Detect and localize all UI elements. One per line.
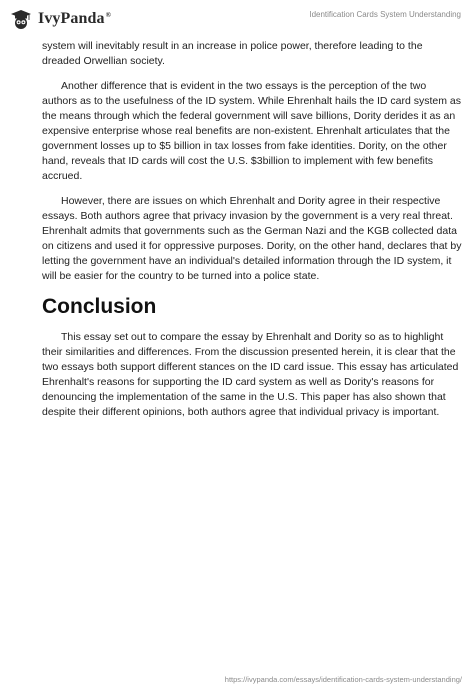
graduation-cap-owl-icon <box>10 8 32 30</box>
section-heading-conclusion: Conclusion <box>42 295 157 318</box>
source-url-link[interactable]: https://ivypanda.com/essays/identification-cards-system-understanding/ <box>224 675 462 684</box>
ivypanda-logo[interactable] <box>10 8 111 30</box>
paragraph-conclusion: This essay set out to compare the essay by Ehrenhalt and Dority so as to highlight their similarities and differences. From the discussion presented herein, it is clear that the two essays both support different stances on the ID card issue. This essay has articulated Ehrenhalt's reasons for supporting the ID card system as well as Dority's reasons for denouncing the implementation of the same in the U.S. This paper has also shown that despite their different opinions, both authors agree that individual privacy is important. <box>42 331 459 418</box>
document-title: Identification Cards System Understanding <box>309 10 461 19</box>
paragraph-agreement: However, there are issues on which Ehrenhalt and Dority agree in their respective essays. Both authors agree that privacy invasion by the government is a very real threat. Ehrenhalt admits that governments such as the German Nazi and the KGB collected data on citizens and used it for oppressive purposes. Dority, on the other hand, declares that by letting the government have an individual's detailed information through the ID system, it will be easier for the country to be turned into a police state. <box>42 195 462 282</box>
brand-name: IvyPanda® <box>38 10 111 27</box>
paragraph-usefulness: Another difference that is evident in the two essays is the perception of the two authors as to the usefulness of the ID system. While Ehrenhalt hails the ID card system as the means through which the federal government will save billions, Dority derides it as an expensive enterprise whose real benefits are non-existent. Ehrenhalt articulates that the government losses up to $5 billion in tax losses from fake identities. Dority, on the other hand, reveals that ID cards will cost the U.S. $3billion to implement with few benefits accrued. <box>42 80 462 182</box>
page-header <box>0 0 474 36</box>
essay-content <box>42 39 462 430</box>
paragraph-continuation: system will inevitably result in an increase in police power, therefore leading to the dreaded Orwellian society. <box>42 40 423 67</box>
